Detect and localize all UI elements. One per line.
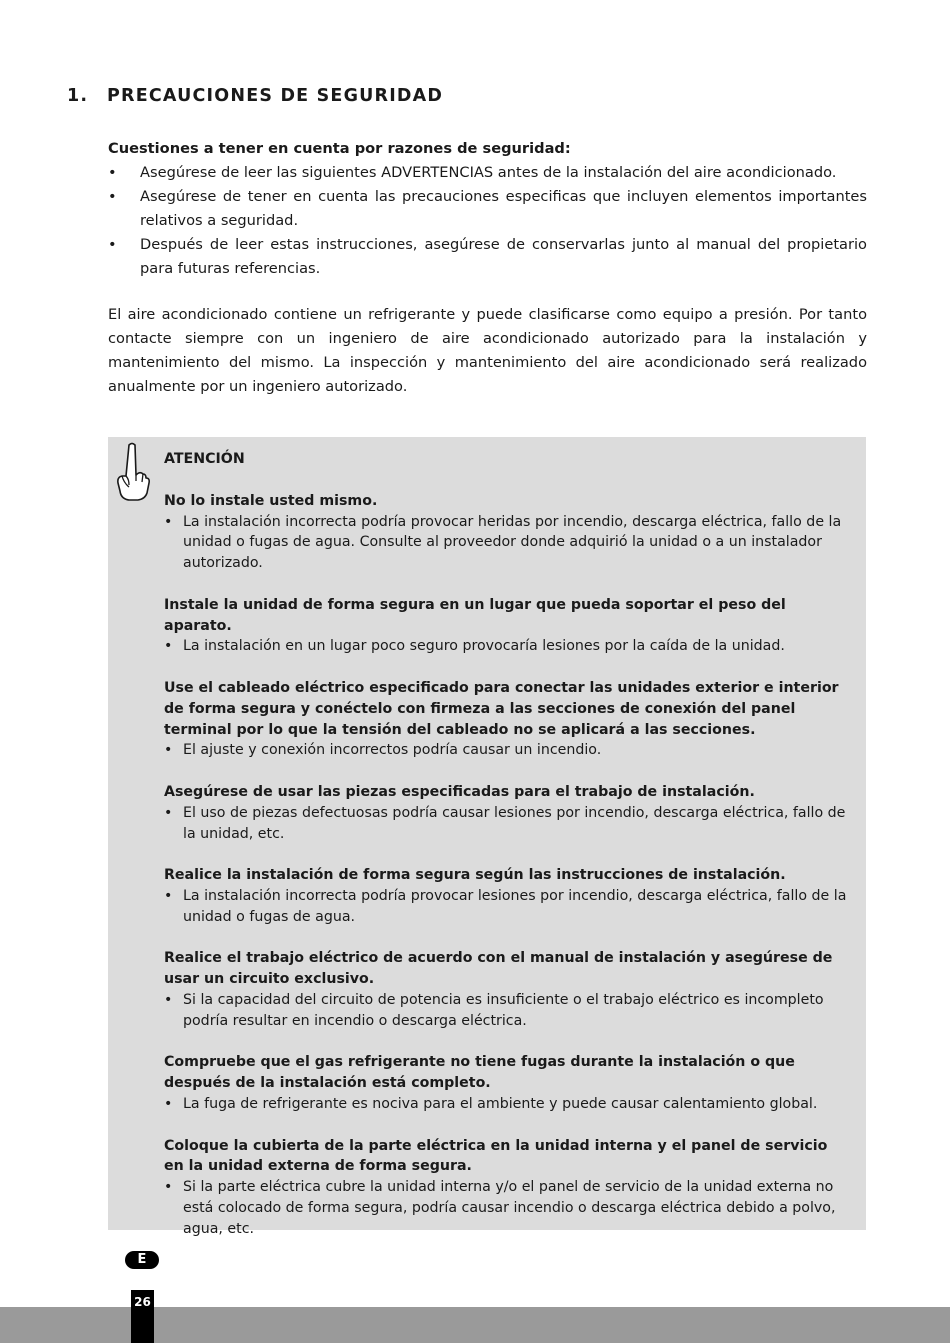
warning-item <box>164 595 849 657</box>
intro-bullet: • Asegúrese de tener en cuenta las precauciones especificas que incluyen elementos importantes relativos a seguridad. <box>108 185 867 233</box>
intro-block <box>108 137 867 281</box>
warning-item-bullet: • La fuga de refrigerante es nociva para el ambiente y puede causar calentamiento global. <box>164 1094 849 1115</box>
warning-item <box>164 678 849 761</box>
warning-item-title: Instale la unidad de forma segura en un lugar que pueda soportar el peso del aparato. <box>164 596 786 634</box>
warning-item <box>164 1052 849 1114</box>
warning-item <box>164 948 849 1031</box>
warning-item-bullet: • Si la capacidad del circuito de potencia es insuficiente o el trabajo eléctrico es incompleto podría resultar en incendio o descarga eléctrica. <box>164 990 849 1032</box>
warning-item <box>164 1136 849 1240</box>
warning-item-bullet: • Si la parte eléctrica cubre la unidad interna y/o el panel de servicio de la unidad externa no está colocado de forma segura, podría causar incendio o descarga eléctrica debido a polvo, agua, etc. <box>164 1177 849 1239</box>
warning-item-bullet: • El ajuste y conexión incorrectos podría causar un incendio. <box>164 740 849 761</box>
warning-content <box>164 449 849 1260</box>
warning-item-title: Coloque la cubierta de la parte eléctrica en la unidad interna y el panel de servicio en la unidad externa de forma segura. <box>164 1137 828 1175</box>
intro-bullet-list <box>108 161 867 281</box>
warning-box <box>108 437 866 1237</box>
warning-item-title: Realice la instalación de forma segura según las instrucciones de instalación. <box>164 867 786 884</box>
warning-item-title: Realice el trabajo eléctrico de acuerdo con el manual de instalación y asegúrese de usar un circuito exclusivo. <box>164 950 833 988</box>
refrigerant-paragraph: El aire acondicionado contiene un refrigerante y puede clasificarse como equipo a presión. Por tanto contacte siempre con un ingeniero de aire acondicionado autorizado para la instalación y mantenimiento del mismo. La inspección y mantenimiento del aire acondicionado será realizado anualmente por un ingeniero autorizado. <box>108 306 867 395</box>
pointing-hand-icon <box>112 441 152 503</box>
warning-item-bullet: • La instalación incorrecta podría provocar lesiones por incendio, descarga eléctrica, fallo de la unidad o fugas de agua. <box>164 886 849 928</box>
section-title-text: PRECAUCIONES DE SEGURIDAD <box>107 86 444 106</box>
warning-item-title: Use el cableado eléctrico especificado para conectar las unidades exterior e interior de forma segura y conéctelo con firmeza a las secciones de conexión del panel terminal por lo que la tensión del cableado no se aplicará a las secciones. <box>164 679 839 738</box>
intro-bullet: • Asegúrese de leer las siguientes ADVERTENCIAS antes de la instalación del aire acondicionado. <box>108 161 867 185</box>
warning-item <box>164 865 849 927</box>
warning-item-bullet: • La instalación incorrecta podría provocar heridas por incendio, descarga eléctrica, fallo de la unidad o fugas de agua. Consulte al proveedor donde adquirió la unidad o a un instalador autorizado. <box>164 512 849 574</box>
warning-item-title: No lo instale usted mismo. <box>164 492 378 509</box>
intro-heading: Cuestiones a tener en cuenta por razones de seguridad: <box>108 140 571 157</box>
warning-item-title: Compruebe que el gas refrigerante no tiene fugas durante la instalación o que después de la instalación está completo. <box>164 1054 795 1092</box>
page-number: 26 <box>131 1290 154 1343</box>
warning-item-bullet: • El uso de piezas defectuosas podría causar lesiones por incendio, descarga eléctrica, fallo de la unidad, etc. <box>164 803 849 845</box>
language-badge: E <box>125 1251 159 1269</box>
warning-item <box>164 491 849 574</box>
warning-item <box>164 782 849 844</box>
section-number: 1. <box>67 86 89 106</box>
warning-item-bullet: • La instalación en un lugar poco seguro provocaría lesiones por la caída de la unidad. <box>164 636 849 657</box>
warning-item-title: Asegúrese de usar las piezas especificadas para el trabajo de instalación. <box>164 783 755 800</box>
intro-bullet: • Después de leer estas instrucciones, asegúrese de conservarlas junto al manual del propietario para futuras referencias. <box>108 233 867 281</box>
warning-heading: ATENCIÓN <box>164 451 245 467</box>
section-title <box>67 86 443 106</box>
